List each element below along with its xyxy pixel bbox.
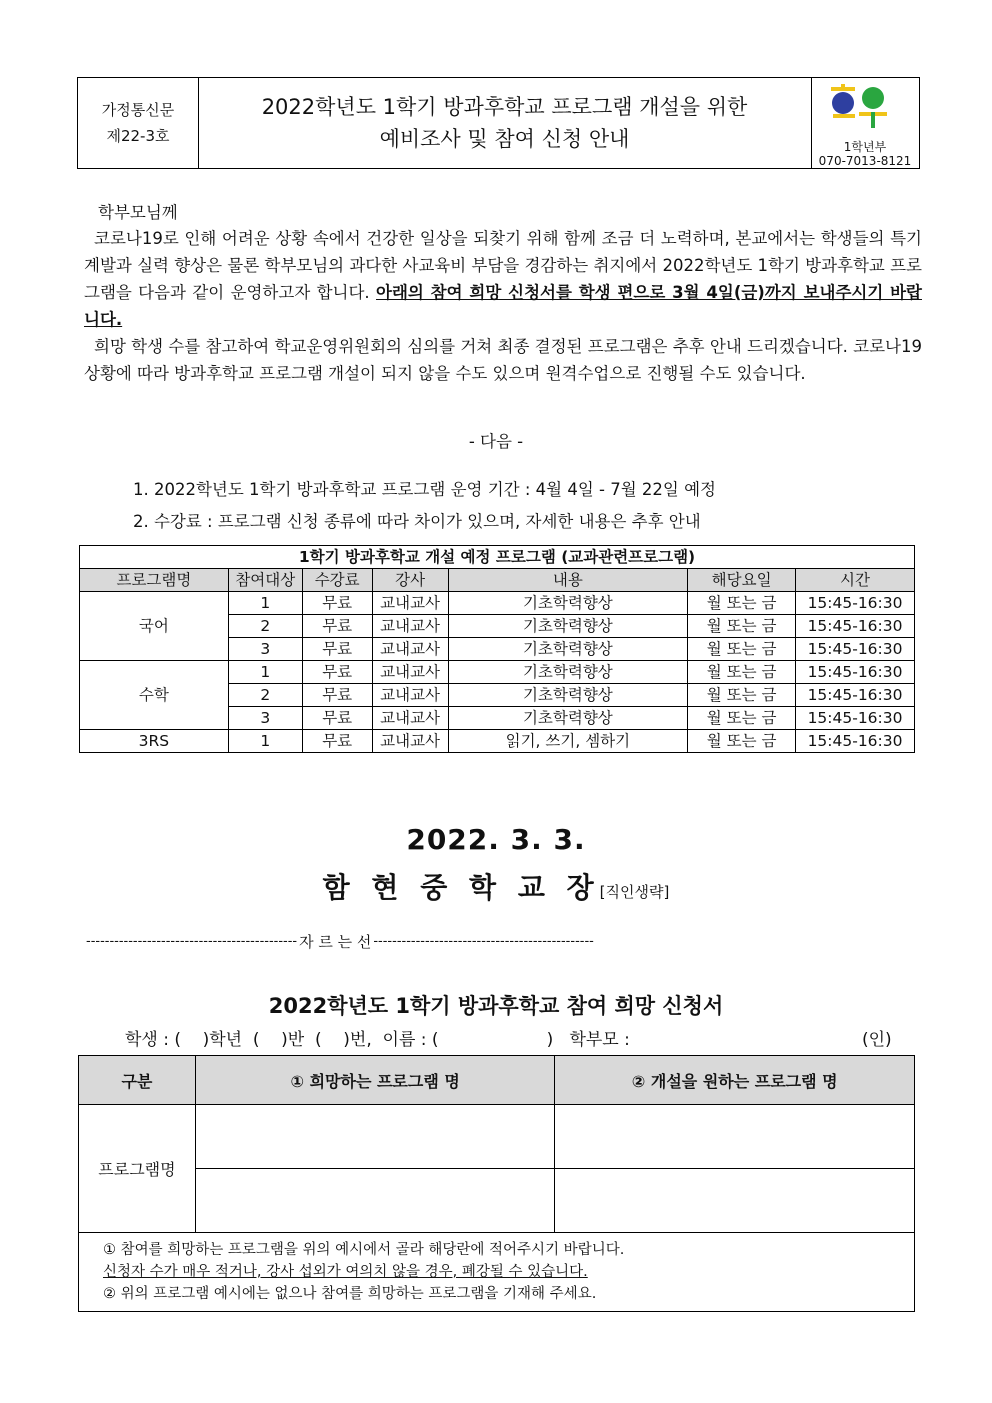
column-header: 프로그램명	[80, 569, 229, 592]
student-info-line: 학생 : ( )학년 ( )반 ( )번, 이름 : ( ) 학부모 :	[125, 1030, 630, 1050]
fee-cell: 무료	[302, 730, 372, 753]
cut-line-dashes-left: ---------------------------------------------	[86, 934, 298, 949]
subject-cell: 수학	[80, 661, 229, 730]
request-program-field-2[interactable]	[555, 1169, 915, 1233]
content-cell: 읽기, 쓰기, 셈하기	[448, 730, 688, 753]
cut-line-dashes-right: -----------------------------------------------	[373, 934, 594, 949]
fee-cell: 무료	[302, 661, 372, 684]
request-program-field-1[interactable]	[555, 1105, 915, 1169]
paragraph-1	[84, 225, 922, 333]
teacher-cell: 교내교사	[372, 730, 448, 753]
notice-type: 가정통신문	[101, 101, 175, 119]
content-cell: 기초학력향상	[448, 684, 688, 707]
fee-cell: 무료	[302, 638, 372, 661]
teacher-cell: 교내교사	[372, 684, 448, 707]
column-header: 구분	[79, 1056, 196, 1105]
title-line-1: 2022학년도 1학기 방과후학교 프로그램 개설을 위한	[261, 95, 748, 119]
note-1: ① 참여를 희망하는 프로그램을 위의 예시에서 골라 해당란에 적어주시기 바랍니다.	[103, 1242, 625, 1258]
department-name: 1학년부	[843, 140, 887, 154]
time-cell: 15:45-16:30	[796, 615, 915, 638]
time-cell: 15:45-16:30	[796, 730, 915, 753]
application-table-header	[79, 1056, 915, 1105]
paragraph-1-text: 코로나19로 인해 어려운 상황 속에서 건강한 일상을 되찾기 위해 함께 조금 더 노력하며, 본교에서는 학생들의 특기 계발과 실력 향상은 물론 학부모님의 과다한 사교육비 부담을 경감하는 취지에서 2022학년도 1학기 방과후학교 프로그램을 다음과 같이 운영하고자 합니다.	[84, 229, 922, 302]
day-cell: 월 또는 금	[688, 661, 796, 684]
seal-omitted: [직인생략]	[599, 883, 670, 901]
fee-cell: 무료	[302, 615, 372, 638]
grade-cell: 3	[228, 638, 302, 661]
subject-cell: 3RS	[80, 730, 229, 753]
info-item-1: 1. 2022학년도 1학기 방과후학교 프로그램 운영 기간 : 4월 4일 - 7월 22일 예정	[133, 480, 716, 499]
table-row	[80, 592, 915, 615]
greeting: 학부모님께	[98, 203, 178, 222]
table-row	[80, 661, 915, 684]
issue-date: 2022. 3. 3.	[406, 823, 586, 856]
time-cell: 15:45-16:30	[796, 684, 915, 707]
grade-cell: 3	[228, 707, 302, 730]
notice-number: 제22-3호	[106, 127, 170, 145]
day-cell: 월 또는 금	[688, 684, 796, 707]
fee-cell: 무료	[302, 707, 372, 730]
column-header: 해당요일	[688, 569, 796, 592]
title-line-2: 예비조사 및 참여 신청 안내	[379, 127, 630, 151]
grade-cell: 1	[228, 592, 302, 615]
table-row	[79, 1105, 915, 1169]
school-logo-icon	[821, 84, 891, 130]
next-heading: - 다음 -	[468, 432, 524, 451]
column-header: ② 개설을 원하는 프로그램 명	[555, 1056, 915, 1105]
column-header: 시간	[796, 569, 915, 592]
application-title: 2022학년도 1학기 방과후학교 참여 희망 신청서	[268, 994, 724, 1018]
cut-line-label: 자 르 는 선	[299, 933, 372, 951]
day-cell: 월 또는 금	[688, 707, 796, 730]
notes-row	[79, 1233, 915, 1312]
teacher-cell: 교내교사	[372, 707, 448, 730]
day-cell: 월 또는 금	[688, 638, 796, 661]
content-cell: 기초학력향상	[448, 615, 688, 638]
notes-cell	[79, 1233, 915, 1312]
grade-cell: 1	[228, 730, 302, 753]
notice-number-cell	[78, 78, 199, 168]
column-header: 수강료	[302, 569, 372, 592]
content-cell: 기초학력향상	[448, 592, 688, 615]
department-phone: 070-7013-8121	[818, 154, 912, 168]
day-cell: 월 또는 금	[688, 592, 796, 615]
teacher-cell: 교내교사	[372, 638, 448, 661]
principal-name: 함 현 중 학 교 장	[322, 871, 600, 904]
principal-block	[0, 866, 992, 906]
time-cell: 15:45-16:30	[796, 707, 915, 730]
wish-program-field-1[interactable]	[195, 1105, 555, 1169]
grade-cell: 2	[228, 615, 302, 638]
note-1-warning: 신청자 수가 매우 적거나, 강사 섭외가 여의치 않을 경우, 폐강될 수 있습니다.	[103, 1264, 588, 1280]
program-name-label: 프로그램명	[79, 1105, 196, 1233]
teacher-cell: 교내교사	[372, 661, 448, 684]
cut-line	[86, 931, 908, 952]
table-row	[79, 1169, 915, 1233]
column-header: ① 희망하는 프로그램 명	[195, 1056, 555, 1105]
header-box	[77, 77, 920, 169]
day-cell: 월 또는 금	[688, 730, 796, 753]
subject-cell: 국어	[80, 592, 229, 661]
time-cell: 15:45-16:30	[796, 661, 915, 684]
department-cell	[811, 78, 919, 170]
column-header: 참여대상	[228, 569, 302, 592]
application-table	[78, 1055, 915, 1312]
time-cell: 15:45-16:30	[796, 592, 915, 615]
note-2: ② 위의 프로그램 예시에는 없으나 참여를 희망하는 프로그램을 기재해 주세요.	[103, 1286, 597, 1302]
column-header: 강사	[372, 569, 448, 592]
program-table	[79, 545, 915, 753]
title-cell	[198, 78, 812, 168]
info-item-2: 2. 수강료 : 프로그램 신청 종류에 따라 차이가 있으며, 자세한 내용은 추후 안내	[133, 512, 701, 531]
parent-seal: (인)	[862, 1030, 892, 1050]
program-table-caption: 1학기 방과후학교 개설 예정 프로그램 (교과관련프로그램)	[80, 546, 915, 569]
teacher-cell: 교내교사	[372, 592, 448, 615]
wish-program-field-2[interactable]	[195, 1169, 555, 1233]
grade-cell: 1	[228, 661, 302, 684]
grade-cell: 2	[228, 684, 302, 707]
fee-cell: 무료	[302, 684, 372, 707]
paragraph-1-emphasis: 아래의 참여 희망 신청서를 학생 편으로 3월 4일(금)까지 보내주시기 바랍니다.	[84, 283, 922, 329]
paragraph-2: 희망 학생 수를 참고하여 학교운영위원회의 심의를 거쳐 최종 결정된 프로그램은 추후 안내 드리겠습니다. 코로나19 상황에 따라 방과후학교 프로그램 개설이 되지 않을 수도 있으며 원격수업으로 진행될 수도 있습니다.	[84, 337, 922, 383]
fee-cell: 무료	[302, 592, 372, 615]
teacher-cell: 교내교사	[372, 615, 448, 638]
content-cell: 기초학력향상	[448, 661, 688, 684]
program-table-header	[80, 569, 915, 592]
day-cell: 월 또는 금	[688, 615, 796, 638]
content-cell: 기초학력향상	[448, 707, 688, 730]
column-header: 내용	[448, 569, 688, 592]
table-row	[80, 730, 915, 753]
time-cell: 15:45-16:30	[796, 638, 915, 661]
content-cell: 기초학력향상	[448, 638, 688, 661]
